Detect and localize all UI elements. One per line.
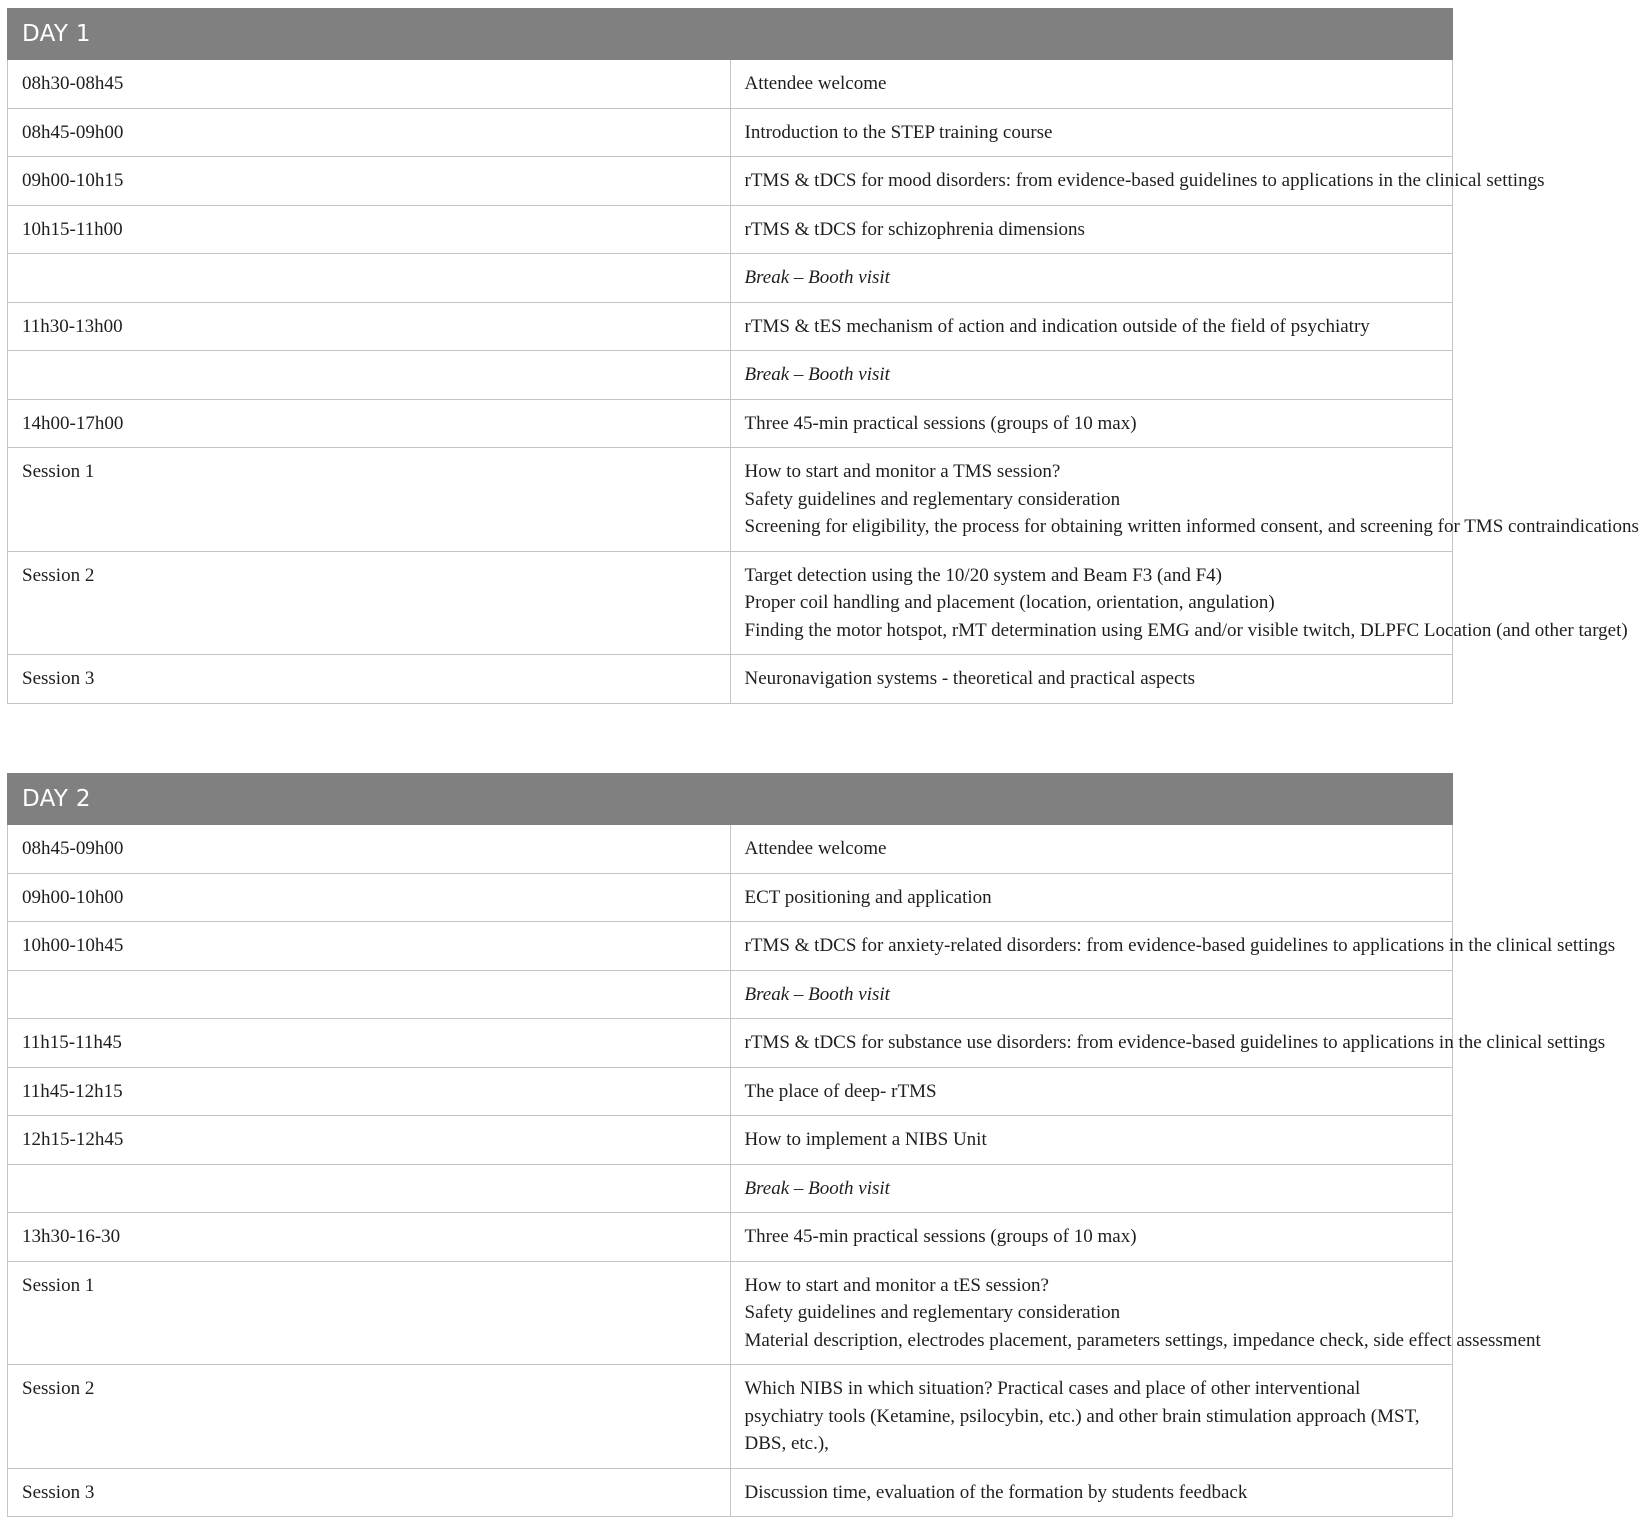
activity-cell: [730, 1019, 1606, 1068]
activity-text: Attendee welcome: [744, 838, 887, 859]
table-row: [8, 1019, 1453, 1068]
activity-text: Attendee welcome: [744, 73, 887, 94]
time-cell: Session 1: [8, 1261, 731, 1365]
activity-text: rTMS & tDCS for substance use disorders: from evidence-based guidelines to applications in the clinical settings: [744, 1032, 1606, 1053]
activity-cell: [730, 205, 1453, 254]
table-row: [8, 205, 1453, 254]
table-row: [8, 108, 1453, 157]
break-text: Break – Booth visit: [744, 364, 890, 385]
table-row: [8, 302, 1453, 351]
activity-cell: [730, 970, 1453, 1019]
activity-text: How to start and monitor a tES session?: [744, 1274, 1049, 1296]
time-cell: 13h30-16-30: [8, 1213, 731, 1262]
activity-text: Safety guidelines and reglementary consideration: [744, 488, 1121, 510]
table-row: [8, 1116, 1453, 1165]
time-cell: [8, 1164, 731, 1213]
table-row: [8, 1213, 1453, 1262]
activity-cell: [730, 1365, 1453, 1469]
activity-cell: [730, 1067, 1453, 1116]
activity-text: Safety guidelines and reglementary consideration: [744, 1302, 1121, 1323]
activity-text: Target detection using the 10/20 system and Beam F3 (and F4): [744, 564, 1222, 586]
activity-text: Three 45-min practical sessions (groups of 10 max): [744, 1226, 1137, 1247]
break-text: Break – Booth visit: [744, 983, 890, 1005]
time-cell: [8, 970, 731, 1019]
activity-text: Which NIBS in which situation? Practical cases and place of other interventional psychiatry tools (Ketamine, psilocybin, etc.) and other brain stimulation approach (MST, DBS, etc.),: [744, 1378, 1420, 1454]
table-row: [8, 1067, 1453, 1116]
day2-header-row: [8, 774, 1453, 825]
activity-text: Screening for eligibility, the process for obtaining written informed consent, and screening for TMS contraindications: [744, 516, 1639, 537]
activity-cell: [730, 448, 1639, 552]
activity-cell: [730, 551, 1628, 655]
activity-cell: [730, 1261, 1541, 1365]
time-cell: [8, 351, 731, 400]
table-row: [8, 157, 1453, 206]
activity-cell: [730, 922, 1616, 971]
day2-title: DAY 2: [8, 774, 1453, 825]
break-text: Break – Booth visit: [744, 1177, 890, 1199]
table-row: [8, 1365, 1453, 1469]
activity-text: Neuronavigation systems - theoretical and practical aspects: [744, 668, 1196, 689]
activity-text: rTMS & tDCS for schizophrenia dimensions: [744, 218, 1085, 240]
activity-cell: [730, 825, 1453, 874]
activity-cell: [730, 60, 1453, 109]
activity-text: Material description, electrodes placement, parameters settings, impedance check, side effect assessment: [744, 1329, 1541, 1351]
activity-text: The place of deep- rTMS: [744, 1080, 937, 1102]
time-cell: 08h45-09h00: [8, 108, 731, 157]
activity-cell: [730, 302, 1453, 351]
activity-cell: [730, 1468, 1453, 1517]
activity-text: Three 45-min practical sessions (groups of 10 max): [744, 412, 1137, 434]
activity-text: rTMS & tES mechanism of action and indication outside of the field of psychiatry: [744, 315, 1370, 337]
time-cell: 10h15-11h00: [8, 205, 731, 254]
time-cell: 08h45-09h00: [8, 825, 731, 874]
day1-schedule-table: [7, 8, 1639, 704]
break-row: [8, 254, 1453, 303]
activity-text: Introduction to the STEP training course: [744, 121, 1053, 143]
table-row: [8, 399, 1453, 448]
time-cell: Session 1: [8, 448, 731, 552]
table-row: [8, 873, 1453, 922]
activity-text: ECT positioning and application: [744, 886, 992, 908]
activity-text: How to start and monitor a TMS session?: [744, 461, 1061, 482]
table-row: [8, 1468, 1453, 1517]
activity-cell: [730, 873, 1453, 922]
break-row: [8, 970, 1453, 1019]
break-row: [8, 1164, 1453, 1213]
activity-text: Discussion time, evaluation of the formation by students feedback: [744, 1481, 1248, 1503]
break-text: Break – Booth visit: [744, 267, 890, 288]
activity-cell: [730, 655, 1453, 704]
time-cell: Session 2: [8, 1365, 731, 1469]
break-row: [8, 351, 1453, 400]
time-cell: 08h30-08h45: [8, 60, 731, 109]
activity-cell: [730, 108, 1453, 157]
activity-cell: [730, 399, 1453, 448]
activity-cell: [730, 254, 1453, 303]
table-row: [8, 60, 1453, 109]
time-cell: 11h30-13h00: [8, 302, 731, 351]
time-cell: 14h00-17h00: [8, 399, 731, 448]
time-cell: Session 2: [8, 551, 731, 655]
table-row: [8, 825, 1453, 874]
activity-cell: [730, 351, 1453, 400]
day2-schedule-table: [7, 773, 1616, 1517]
table-row: [8, 922, 1453, 971]
day1-title: DAY 1: [8, 9, 1453, 60]
time-cell: 09h00-10h15: [8, 157, 731, 206]
table-row: [8, 448, 1453, 552]
time-cell: 11h15-11h45: [8, 1019, 731, 1068]
time-cell: 12h15-12h45: [8, 1116, 731, 1165]
activity-text: Finding the motor hotspot, rMT determination using EMG and/or visible twitch, DLPFC Location (and other target): [744, 619, 1628, 641]
activity-text: rTMS & tDCS for mood disorders: from evidence-based guidelines to applications in the clinical settings: [744, 170, 1545, 191]
time-cell: Session 3: [8, 1468, 731, 1517]
activity-text: How to implement a NIBS Unit: [744, 1129, 987, 1150]
time-cell: [8, 254, 731, 303]
activity-cell: [730, 1213, 1453, 1262]
table-row: [8, 551, 1453, 655]
activity-cell: [730, 157, 1545, 206]
activity-cell: [730, 1164, 1453, 1213]
table-row: [8, 1261, 1453, 1365]
activity-cell: [730, 1116, 1453, 1165]
table-row: [8, 655, 1453, 704]
time-cell: Session 3: [8, 655, 731, 704]
activity-text: rTMS & tDCS for anxiety-related disorders: from evidence-based guidelines to applications in the clinical settings: [744, 935, 1616, 956]
time-cell: 10h00-10h45: [8, 922, 731, 971]
day1-header-row: [8, 9, 1453, 60]
time-cell: 11h45-12h15: [8, 1067, 731, 1116]
time-cell: 09h00-10h00: [8, 873, 731, 922]
activity-text: Proper coil handling and placement (location, orientation, angulation): [744, 592, 1275, 613]
